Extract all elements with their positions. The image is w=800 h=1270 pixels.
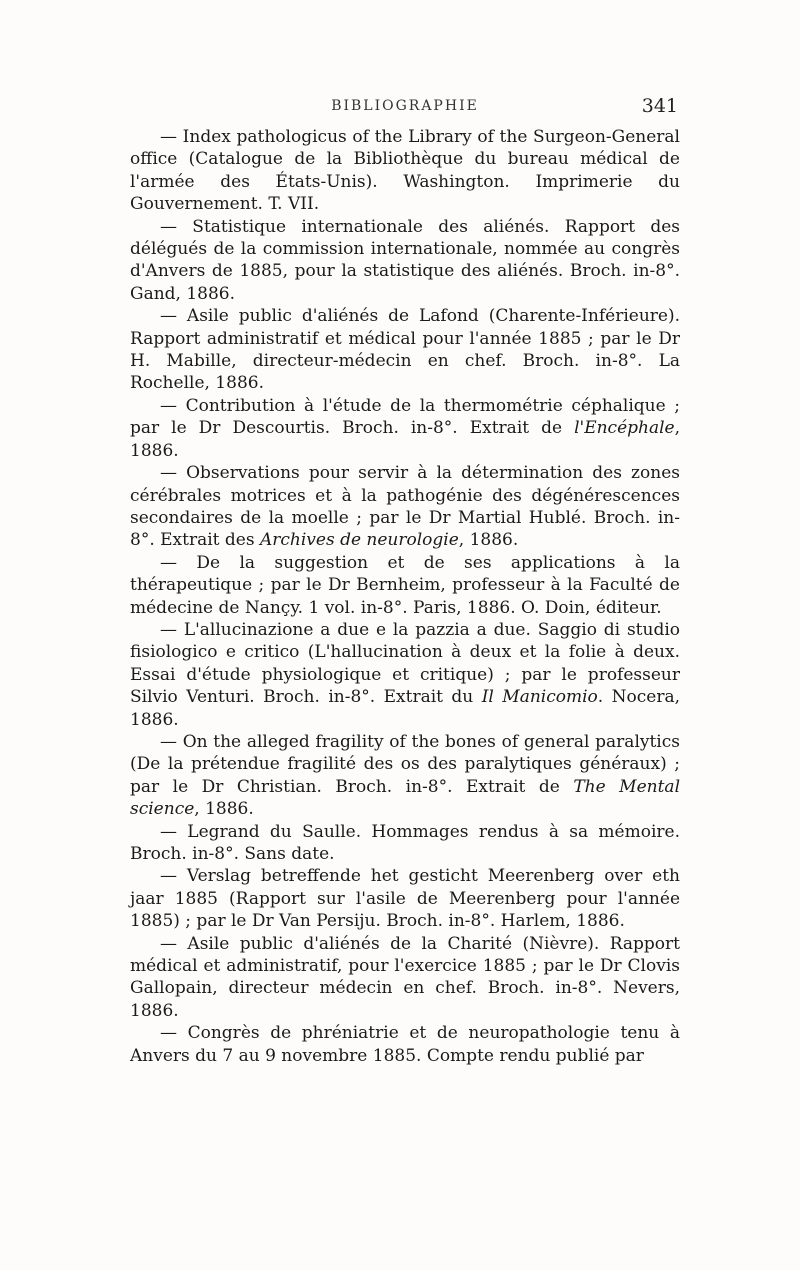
bibliography-entry: — Verslag betreffende het gesticht Meerenberg over eth jaar 1885 (Rapport sur l'asile de Meerenberg pour l'année 1885) ; par le Dr Van Persiju. Broch. in-8°. Harlem, 1886. (130, 866, 680, 932)
bibliography-entry (130, 395, 680, 462)
entry-text: . Nocera, 1886. (130, 687, 680, 730)
running-head (130, 95, 680, 122)
bibliography-entry: — Asile public d'aliénés de Lafond (Charente-Inférieure). Rapport administratif et médical pour l'année 1885 ; par le Dr H. Mabille, directeur-médecin en chef. Broch. in-8°. La Rochelle, 1886. (130, 306, 680, 394)
entry-text: , 1886. (194, 799, 254, 820)
entry-text: — L'allucinazione a due e la pazzia a due. Saggio di studio fisiologico e critico (L'hallucination à deux et la folie à deux. Essai d'étude physiologique et critique) ; par le professeur Silvio Venturi. Broch. in-8°. Extrait du (130, 619, 680, 708)
entry-text: , 1886. (130, 418, 680, 461)
entry-text: — On the alleged fragility of the bones of general paralytics (De la prétendue fragilité des os des paralytiques généraux) ; par le Dr Christian. Broch. in-8°. Extrait de (130, 731, 680, 797)
entry-text: — Observations pour servir à la détermination des zones cérébrales motrices et à la pathogénie des dégénérescences secondaires de la moelle ; par le Dr Martial Hublé. Broch. in-8°. Extrait des (130, 463, 680, 551)
bibliography-entry: — Asile public d'aliénés de la Charité (Nièvre). Rapport médical et administratif, pour l'exercice 1885 ; par le Dr Clovis Gallopain, directeur médecin en chef. Broch. in-8°. Nevers, 1886. (130, 933, 680, 1021)
bibliography-entry (130, 731, 680, 821)
bibliography-entry: — Index pathologicus of the Library of the Surgeon-General office (Catalogue de la Bibliothèque du bureau médical de l'armée des États-Unis). Washington. Imprimerie du Gouvernement. T. VII. (130, 127, 680, 215)
page-number: 341 (641, 95, 678, 117)
running-head-title: BIBLIOGRAPHIE (331, 98, 479, 114)
bibliography-entry (130, 619, 680, 731)
bibliography-entry: — Congrès de phréniatrie et de neuropathologie tenu à Anvers du 7 au 9 novembre 1885. Compte rendu publié par (130, 1023, 680, 1066)
bibliography-list (130, 126, 680, 1067)
journal-title: l'Encéphale (574, 418, 675, 439)
journal-title: The Mental science (130, 776, 681, 820)
bibliography-entry: — Statistique internationale des aliénés. Rapport des délégués de la commission internationale, nommée au congrès d'Anvers de 1885, pour la statistique des aliénés. Broch. in-8°. Gand, 1886. (130, 216, 680, 304)
journal-title: Archives de neurologie (259, 530, 459, 551)
entry-text: — Contribution à l'étude de la thermométrie céphalique ; par le Dr Descourtis. Broch. in-8°. Extrait de (130, 395, 680, 439)
entry-text: , 1886. (458, 530, 519, 551)
bibliography-entry (130, 462, 680, 552)
journal-title: Il Manicomio (481, 687, 598, 708)
bibliography-entry: — Legrand du Saulle. Hommages rendus à sa mémoire. Broch. in-8°. Sans date. (130, 821, 680, 864)
bibliography-entry: — De la suggestion et de ses applications à la thérapeutique ; par le Dr Bernheim, professeur à la Faculté de médecine de Nançy. 1 vol. in-8°. Paris, 1886. O. Doin, éditeur. (130, 552, 680, 618)
